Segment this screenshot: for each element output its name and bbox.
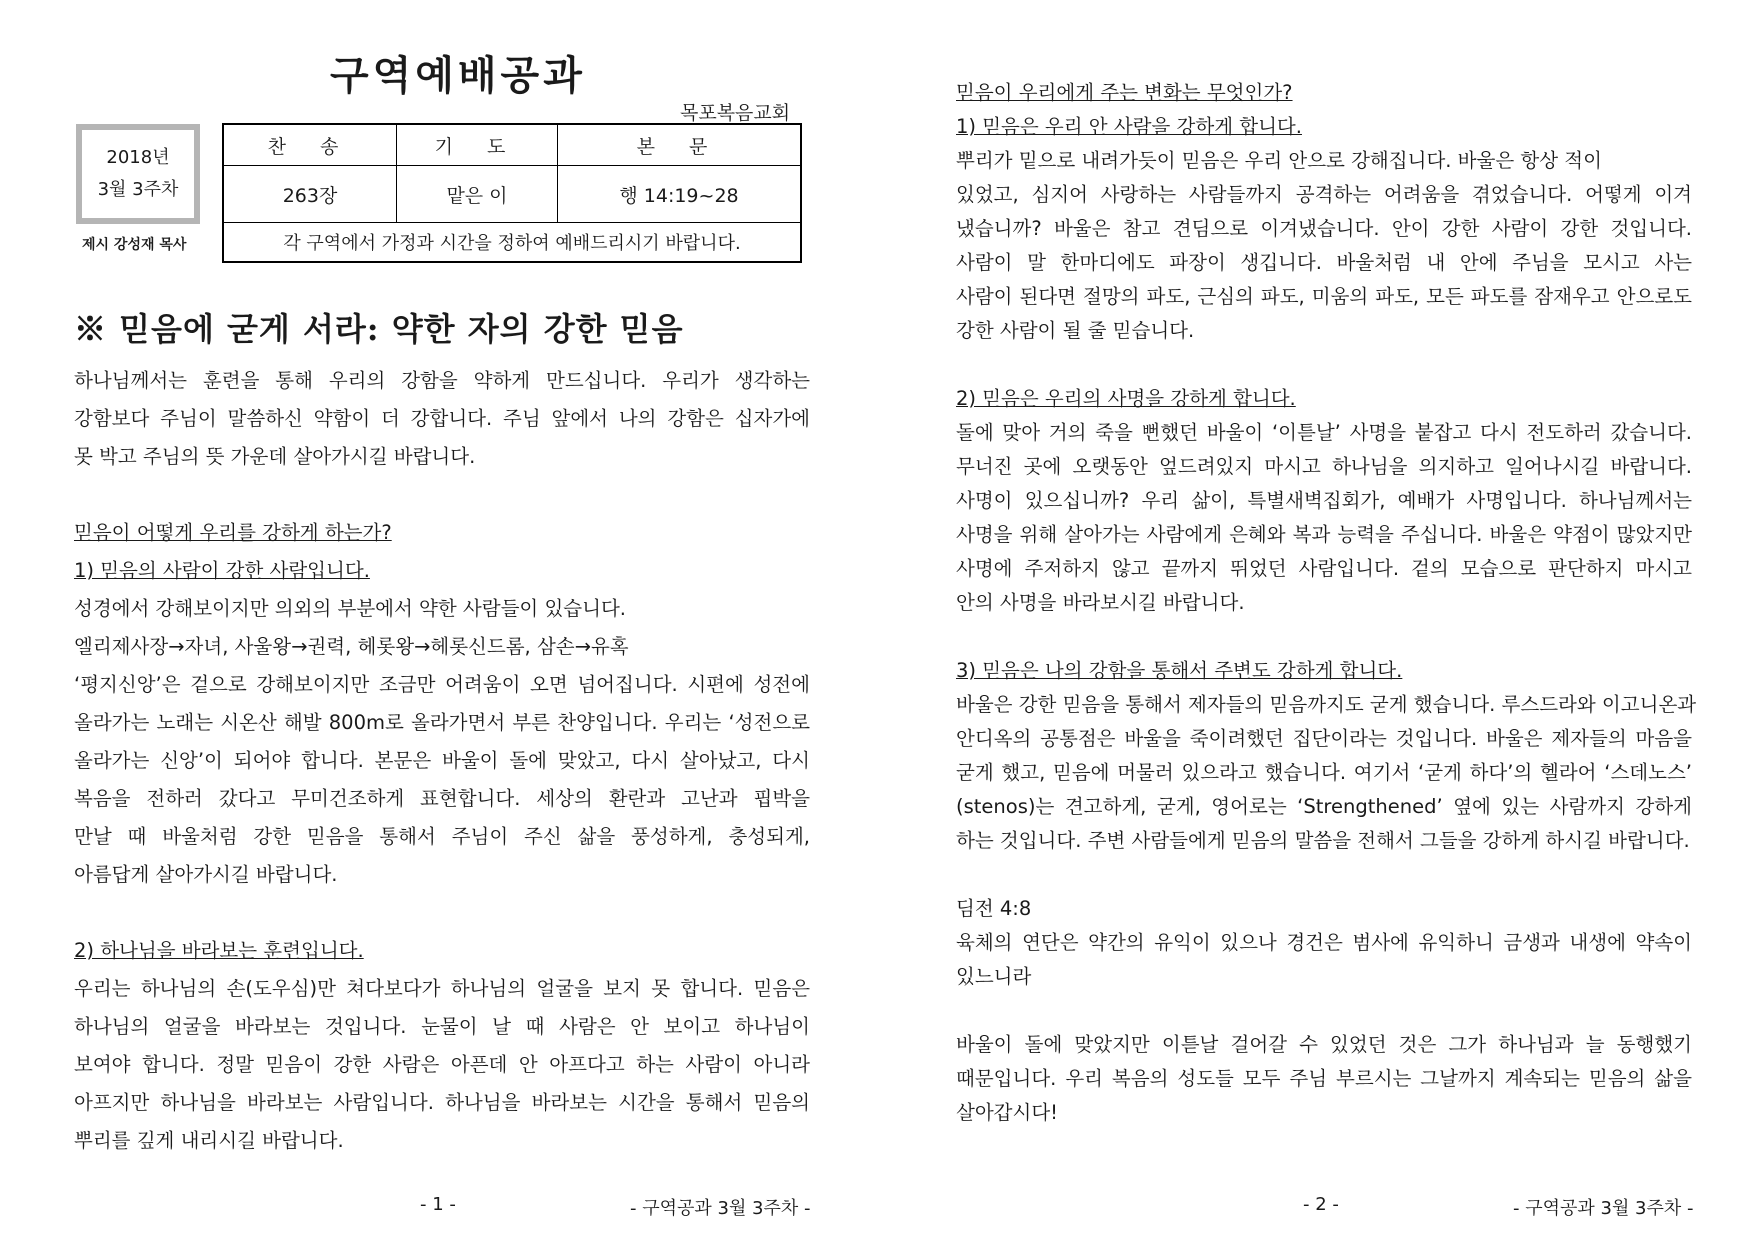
verse-text: 있느니라 — [956, 965, 1032, 988]
service-order-table — [222, 123, 802, 263]
subsection-heading: 2) 하나님을 바라보는 훈련입니다. — [74, 939, 364, 962]
body-line: 사람이 된다면 절망의 파도, 근심의 파도, 미움의 파도, 모든 파도를 잠재우고 안으로도 — [956, 285, 1692, 308]
section-heading: 믿음이 우리에게 주는 변화는 무엇인가? — [956, 81, 1293, 104]
body-line: (stenos)는 견고하게, 굳게, 영어로는 ‘Strengthened’ 옆에 있는 사람까지 강하게 — [956, 795, 1692, 818]
date-year: 2018년 — [106, 147, 170, 168]
body-line: 살아갑시다! — [956, 1101, 1059, 1124]
verse-reference: 딤전 4:8 — [956, 897, 1032, 920]
scripture-header: 본 문 — [558, 124, 802, 166]
body-line: 하나님께서는 훈련을 통해 우리의 강함을 약하게 만드십니다. 우리가 생각하는 — [74, 369, 810, 392]
body-line: 강한 사람이 될 줄 믿습니다. — [956, 319, 1195, 342]
body-line: 돌에 맞아 거의 죽을 뻔했던 바울이 ‘이튿날’ 사명을 붙잡고 다시 전도하러 갔습니다. — [956, 421, 1692, 444]
sermon-title: ※ 믿음에 굳게 서라: 약한 자의 강한 믿음 — [74, 310, 684, 348]
page-2 — [877, 0, 1754, 1240]
body-line: 안의 사명을 바라보시길 바랍니다. — [956, 591, 1245, 614]
body-line: 하는 것입니다. 주변 사람들에게 믿음의 말씀을 전해서 그들을 강하게 하시길 바랍니다. — [956, 829, 1690, 852]
body-line: 사명이 있으십니까? 우리 삶이, 특별새벽집회가, 예배가 사명입니다. 하나님께서는 — [956, 489, 1692, 512]
body-line: 올라가는 노래는 시온산 해발 800m로 올라가면서 부른 찬양입니다. 우리는 ‘성전으로 — [74, 711, 810, 734]
body-line: 못 박고 주님의 뜻 가운데 살아가시길 바랍니다. — [74, 445, 476, 468]
body-line: 굳게 했고, 믿음에 머물러 있으라고 했습니다. 여기서 ‘굳게 하다’의 헬라어 ‘스데노스’ — [956, 761, 1692, 784]
date-week: 3월 3주차 — [97, 179, 179, 200]
body-line: 아프지만 하나님을 바라보는 사람입니다. 하나님을 바라보는 시간을 통해서 믿음의 — [74, 1091, 810, 1114]
date-box — [76, 124, 200, 224]
body-line: ‘평지신앙’은 겉으로 강해보이지만 조금만 어려움이 오면 넘어집니다. 시편에 성전에 — [74, 673, 810, 696]
page-1-body — [74, 362, 810, 1160]
church-name: 목포복음교회 — [680, 102, 791, 124]
body-line: 복음을 전하러 갔다고 무미건조하게 표현합니다. 세상의 환란과 고난과 핍박을 — [74, 787, 810, 810]
body-line: 하나님의 얼굴을 바라보는 것입니다. 눈물이 날 때 사람은 안 보이고 하나님이 — [74, 1015, 810, 1038]
body-line: 사명을 위해 살아가는 사람에게 은혜와 복과 능력을 주십니다. 바울은 약점이 많았지만 — [956, 523, 1692, 546]
body-line: 안디옥의 공통점은 바울을 죽이려했던 집단이라는 것입니다. 바울은 제자들의 마음을 — [956, 727, 1692, 750]
prayer-header: 기 도 — [397, 124, 558, 166]
footer-title: - 구역공과 3월 3주차 - — [1513, 1198, 1694, 1219]
body-line: 강함보다 주님이 말씀하신 약함이 더 강합니다. 주님 앞에서 나의 강함은 십자가에 — [74, 407, 810, 430]
subsection-heading: 3) 믿음은 나의 강함을 통해서 주변도 강하게 합니다. — [956, 659, 1403, 682]
subsection-heading: 2) 믿음은 우리의 사명을 강하게 합니다. — [956, 387, 1296, 410]
body-line: 엘리제사장→자녀, 사울왕→권력, 헤롯왕→헤롯신드롬, 삼손→유혹 — [74, 635, 629, 658]
body-line: 사명에 주저하지 않고 끝까지 뛰었던 사람입니다. 겉의 모습으로 판단하지 마시고 — [956, 557, 1692, 580]
body-line: 바울이 돌에 맞았지만 이튿날 걸어갈 수 있었던 것은 그가 하나님과 늘 동행했기 — [956, 1033, 1692, 1056]
page-number: - 2 - — [1303, 1194, 1339, 1215]
hymn-value: 263장 — [223, 166, 397, 223]
body-line: 올라가는 신앙’이 되어야 합니다. 본문은 바울이 돌에 맞았고, 다시 살아났고, 다시 — [74, 749, 810, 772]
page-number: - 1 - — [420, 1194, 456, 1215]
service-note: 각 구역에서 가정과 시간을 정하여 예배드리시기 바랍니다. — [223, 223, 801, 263]
worksheet-title: 구역예배공과 — [330, 53, 586, 99]
body-line: 있었고, 심지어 사랑하는 사람들까지 공격하는 어려움을 겪었습니다. 어떻게 이겨 — [956, 183, 1692, 206]
body-line: 뿌리가 밑으로 내려가듯이 믿음은 우리 안으로 강해집니다. 바울은 항상 적이 — [956, 149, 1602, 172]
body-line: 냈습니까? 바울은 참고 견딤으로 이겨냈습니다. 안이 강한 사람이 강한 것입니다. — [956, 217, 1692, 240]
body-line: 무너진 곳에 오랫동안 엎드려있지 마시고 하나님을 의지하고 일어나시길 바랍니다. — [956, 455, 1692, 478]
prayer-value: 맡은 이 — [397, 166, 558, 223]
body-line: 아름답게 살아가시길 바랍니다. — [74, 863, 338, 886]
body-line: 보여야 합니다. 정말 믿음이 강한 사람은 아픈데 안 아프다고 하는 사람이 아니라 — [74, 1053, 810, 1076]
body-line: 성경에서 강해보이지만 의외의 부분에서 약한 사람들이 있습니다. — [74, 597, 626, 620]
body-line: 우리는 하나님의 손(도우심)만 쳐다보다가 하나님의 얼굴을 보지 못 합니다. 믿음은 — [74, 977, 810, 1000]
body-line: 때문입니다. 우리 복음의 성도들 모두 주님 부르시는 그날까지 계속되는 믿음의 삶을 — [956, 1067, 1692, 1090]
verse-text: 육체의 연단은 약간의 유익이 있으나 경건은 범사에 유익하니 금생과 내생에 약속이 — [956, 931, 1692, 954]
body-line: 사람이 말 한마디에도 파장이 생깁니다. 바울처럼 내 안에 주님을 모시고 사는 — [956, 251, 1692, 274]
footer-title: - 구역공과 3월 3주차 - — [630, 1198, 811, 1219]
preacher-label: 제시 강성재 목사 — [82, 237, 187, 253]
subsection-heading: 1) 믿음의 사람이 강한 사람입니다. — [74, 559, 370, 582]
scripture-value: 행 14:19~28 — [558, 166, 802, 223]
subsection-heading: 1) 믿음은 우리 안 사람을 강하게 합니다. — [956, 115, 1302, 138]
body-line: 만날 때 바울처럼 강한 믿음을 통해서 주님이 주신 삶을 풍성하게, 충성되게, — [74, 825, 810, 848]
hymn-header: 찬 송 — [223, 124, 397, 166]
section-heading: 믿음이 어떻게 우리를 강하게 하는가? — [74, 521, 392, 544]
page-2-body — [956, 76, 1697, 1130]
body-line: 뿌리를 깊게 내리시길 바랍니다. — [74, 1129, 344, 1152]
body-line: 바울은 강한 믿음을 통해서 제자들의 믿음까지도 굳게 했습니다. 루스드라와 이고니온과 — [956, 693, 1697, 716]
